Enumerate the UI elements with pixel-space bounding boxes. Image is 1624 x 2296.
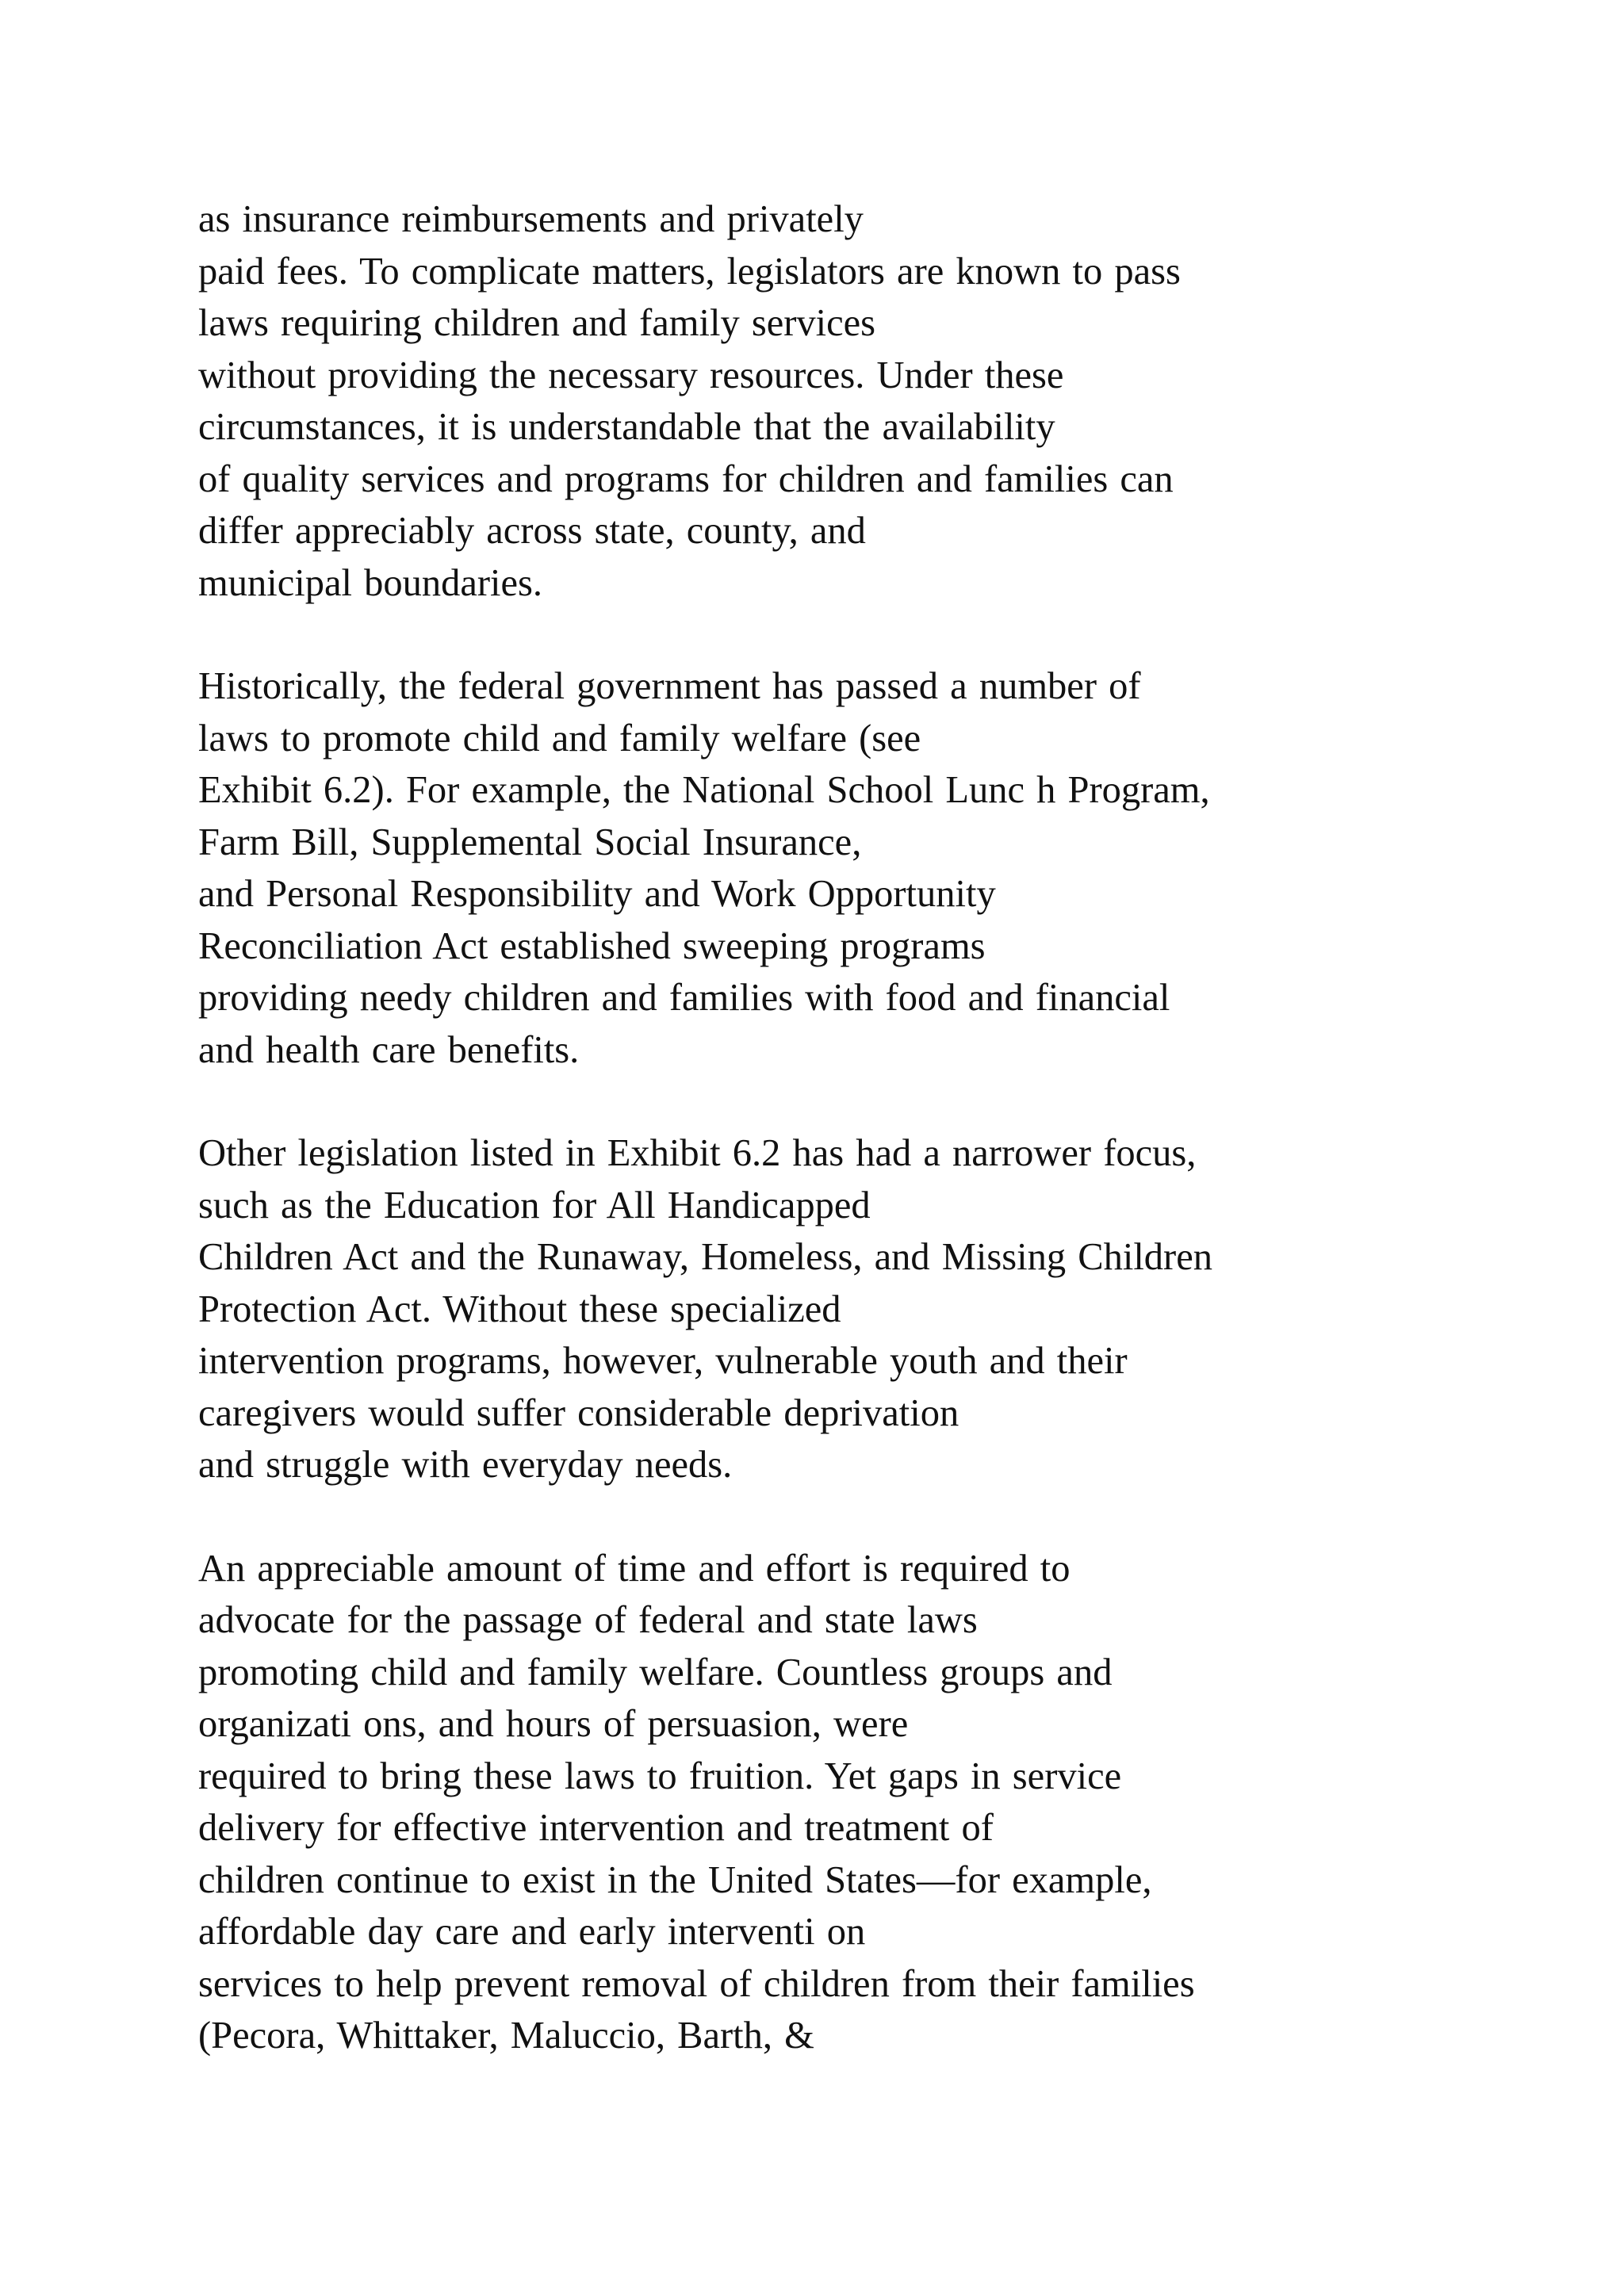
text-line: and struggle with everyday needs.	[198, 1444, 733, 1486]
text-line: required to bring these laws to fruition. Yet gaps in service	[198, 1755, 1122, 1797]
text-line: children continue to exist in the United States—for example,	[198, 1858, 1152, 1901]
text-line: (Pecora, Whittaker, Maluccio, Barth, &	[198, 2015, 814, 2057]
text-line: Historically, the federal government has passed a number of	[198, 665, 1141, 707]
text-line: circumstances, it is understandable that the availability	[198, 406, 1055, 448]
text-line: Children Act and the Runaway, Homeless, and Missing Children	[198, 1236, 1212, 1278]
text-line: laws requiring children and family services	[198, 302, 876, 344]
paragraph-2	[198, 660, 1562, 1076]
text-line: caregivers would suffer considerable deprivation	[198, 1391, 959, 1434]
text-line: advocate for the passage of federal and state laws	[198, 1599, 978, 1641]
paragraph-1	[198, 193, 1562, 609]
text-line: organizati ons, and hours of persuasion, were	[198, 1703, 909, 1745]
text-line: of quality services and programs for children and families can	[198, 457, 1174, 500]
text-line: laws to promote child and family welfare (see	[198, 717, 921, 760]
text-line: such as the Education for All Handicapped	[198, 1184, 871, 1226]
text-line: differ appreciably across state, county, and	[198, 510, 866, 552]
text-line: as insurance reimbursements and privately	[198, 198, 864, 240]
text-line: paid fees. To complicate matters, legislators are known to pass	[198, 250, 1181, 293]
text-line: promoting child and family welfare. Countless groups and	[198, 1651, 1113, 1693]
paragraph-4	[198, 1543, 1562, 2062]
text-line: Reconciliation Act established sweeping programs	[198, 924, 986, 967]
text-line: affordable day care and early interventi on	[198, 1911, 866, 1953]
paragraph-3	[198, 1127, 1562, 1491]
body-text	[198, 193, 1562, 2114]
text-line: providing needy children and families with food and financial	[198, 977, 1170, 1019]
text-line: Farm Bill, Supplemental Social Insurance,	[198, 821, 862, 863]
text-line: municipal boundaries.	[198, 561, 543, 604]
text-line: and health care benefits.	[198, 1028, 580, 1071]
text-line: An appreciable amount of time and effort is required to	[198, 1547, 1071, 1590]
text-line: Protection Act. Without these specialized	[198, 1288, 841, 1330]
text-line: and Personal Responsibility and Work Opportunity	[198, 873, 996, 915]
text-line: delivery for effective intervention and treatment of	[198, 1807, 994, 1849]
text-line: intervention programs, however, vulnerable youth and their	[198, 1340, 1128, 1382]
text-line: without providing the necessary resources. Under these	[198, 354, 1064, 396]
text-line: services to help prevent removal of children from their families	[198, 1962, 1195, 2005]
text-line: Exhibit 6.2). For example, the National School Lunc h Program,	[198, 769, 1210, 811]
text-line: Other legislation listed in Exhibit 6.2 has had a narrower focus,	[198, 1132, 1197, 1174]
